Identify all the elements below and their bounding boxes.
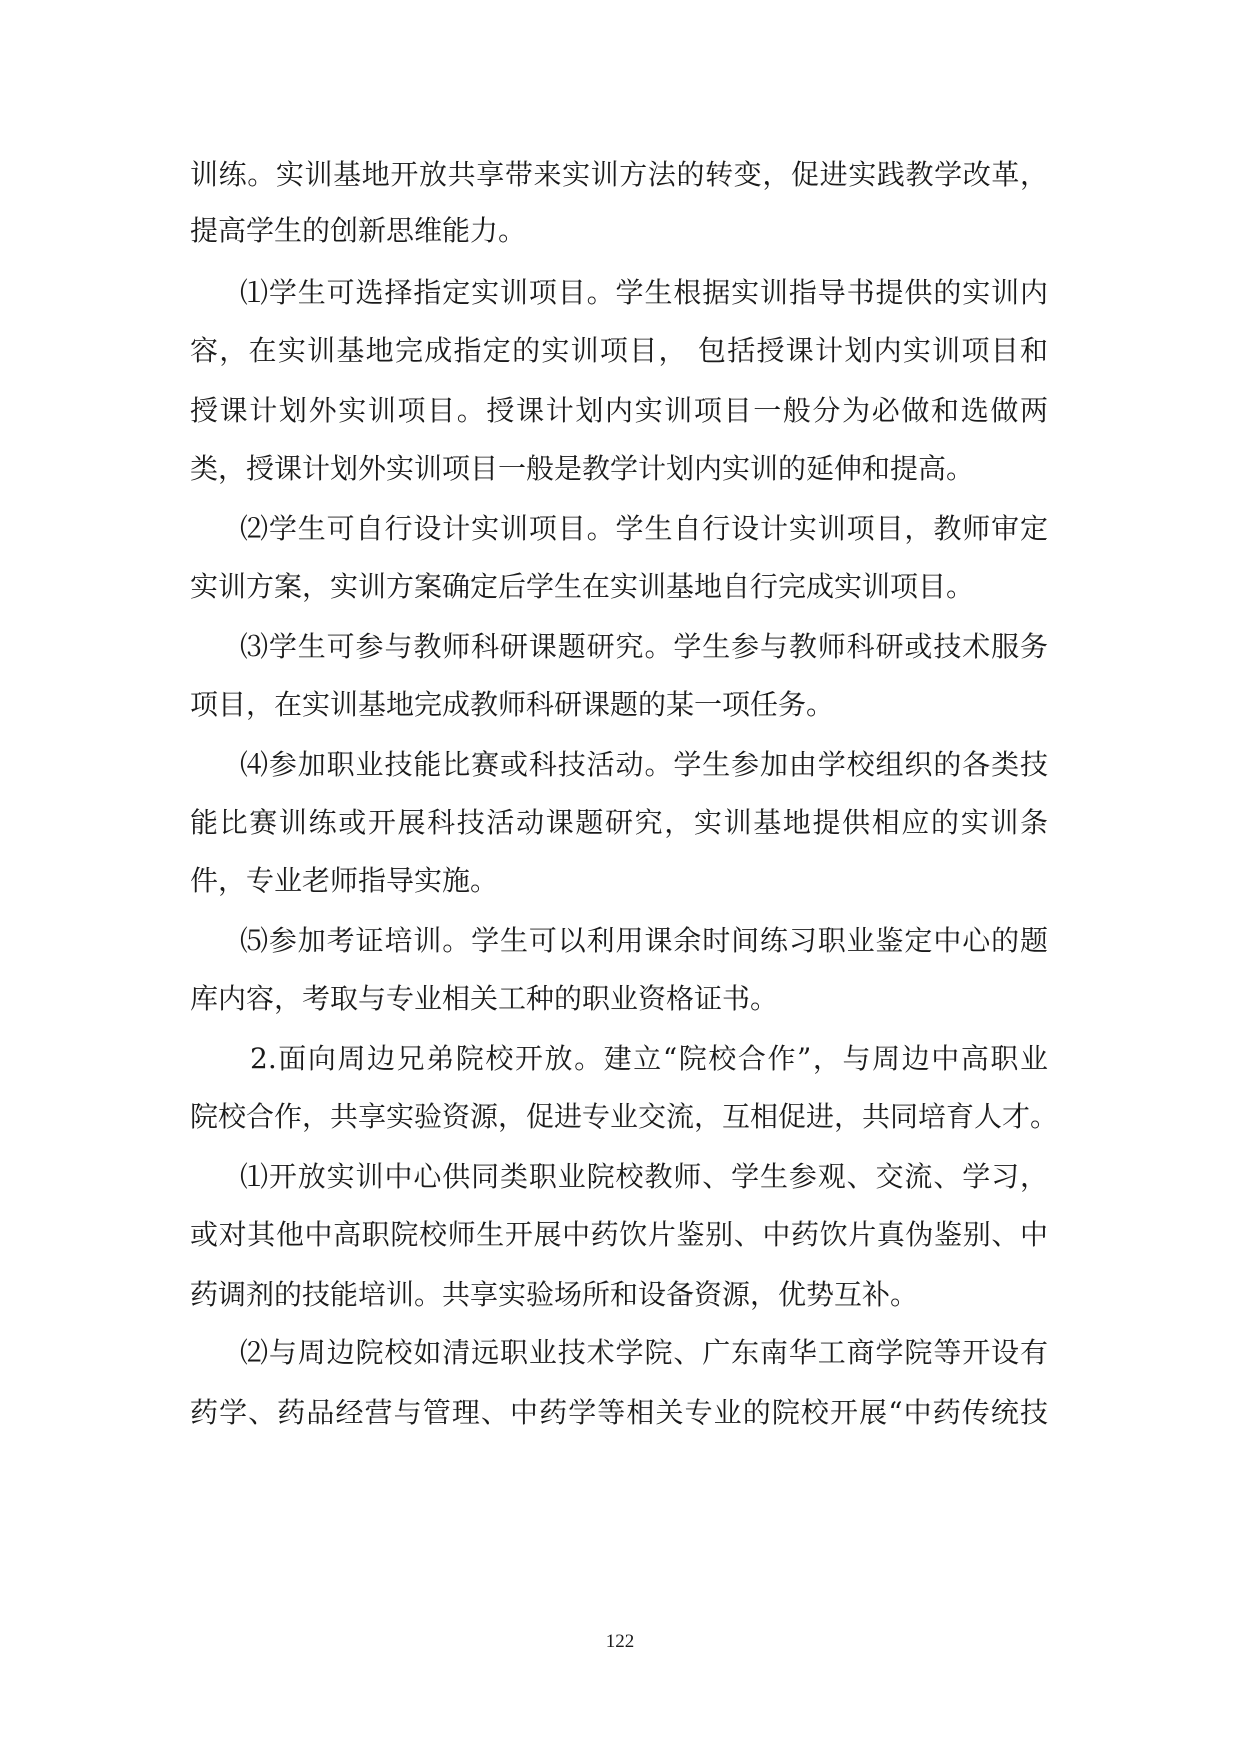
paragraph-first-line: ⑵学生可自行设计实训项目。学生自行设计实训项目，教师审定 — [240, 512, 1048, 545]
text-line: 实训方案，实训方案确定后学生在实训基地自行完成实训项目。 — [190, 570, 975, 603]
text-line: 能比赛训练或开展科技活动课题研究，实训基地提供相应的实训条 — [190, 806, 1048, 839]
text-line: 药学、药品经营与管理、中药学等相关专业的院校开展“中药传统技 — [190, 1396, 1048, 1429]
paragraph-first-line: ⑴学生可选择指定实训项目。学生根据实训指导书提供的实训内 — [240, 276, 1048, 309]
paragraph-first-line: ⑵与周边院校如清远职业技术学院、广东南华工商学院等开设有 — [240, 1336, 1048, 1369]
paragraph-first-line: ⑴开放实训中心供同类职业院校教师、学生参观、交流、学习， — [240, 1160, 1048, 1193]
section-heading-line: 2.面向周边兄弟院校开放。建立“院校合作”，与周边中高职业 — [250, 1042, 1048, 1075]
text-line: 训练。实训基地开放共享带来实训方法的转变，促进实践教学改革， — [190, 158, 1048, 191]
text-line: 提高学生的创新思维能力。 — [190, 214, 527, 247]
text-line: 或对其他中高职院校师生开展中药饮片鉴别、中药饮片真伪鉴别、中 — [190, 1218, 1048, 1251]
paragraph-first-line: ⑷参加职业技能比赛或科技活动。学生参加由学校组织的各类技 — [240, 748, 1048, 781]
text-line: 件，专业老师指导实施。 — [190, 864, 499, 897]
paragraph-first-line: ⑸参加考证培训。学生可以利用课余时间练习职业鉴定中心的题 — [240, 924, 1048, 957]
text-line: 院校合作，共享实验资源，促进专业交流，互相促进，共同培育人才。 — [190, 1100, 1059, 1133]
paragraph-first-line: ⑶学生可参与教师科研课题研究。学生参与教师科研或技术服务 — [240, 630, 1048, 663]
text-line: 项目，在实训基地完成教师科研课题的某一项任务。 — [190, 688, 835, 721]
text-line: 类，授课计划外实训项目一般是教学计划内实训的延伸和提高。 — [190, 452, 975, 485]
page-number: 122 — [605, 1631, 635, 1652]
text-line: 药调剂的技能培训。共享实验场所和设备资源，优势互补。 — [190, 1278, 919, 1311]
text-line: 授课计划外实训项目。授课计划内实训项目一般分为必做和选做两 — [190, 394, 1048, 427]
text-line: 容，在实训基地完成指定的实训项目， 包括授课计划内实训项目和 — [190, 334, 1048, 367]
text-line: 库内容，考取与专业相关工种的职业资格证书。 — [190, 982, 779, 1015]
